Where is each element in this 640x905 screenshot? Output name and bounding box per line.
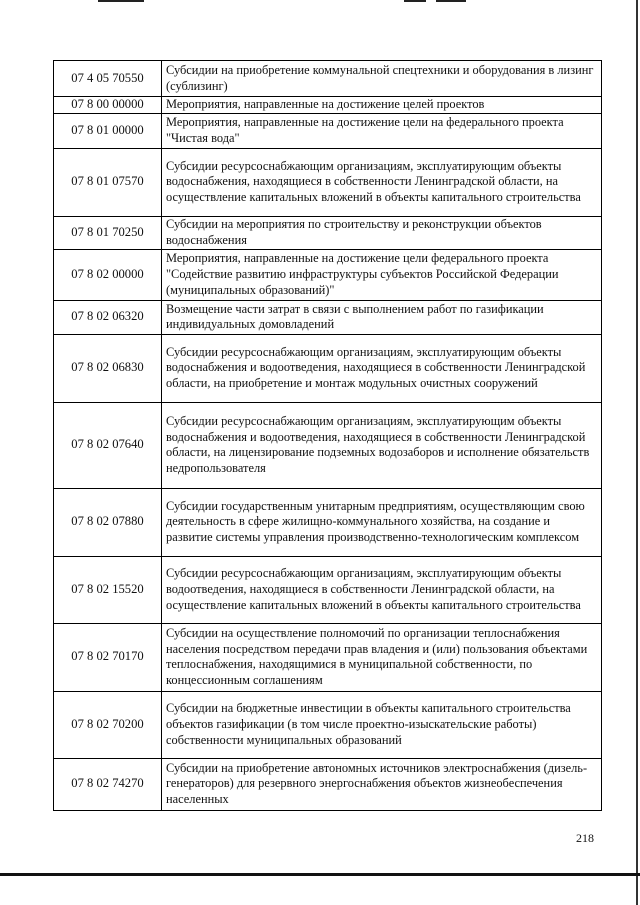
description-cell: Субсидии государственным унитарным предприятиям, осуществляющим свою деятельность в сфере жилищно-коммунального хозяйства, на создание и развитие системы управления производственно-технологическим комплексом <box>162 488 602 556</box>
table-row <box>54 623 602 691</box>
description-cell: Мероприятия, направленные на достижение цели федерального проекта "Содействие развитию инфраструктуры субъектов Российской Федерации (муниципальных образований)" <box>162 249 602 300</box>
code-cell: 07 8 02 15520 <box>54 556 162 623</box>
budget-codes-table <box>53 60 602 811</box>
scan-top-edge <box>0 0 640 3</box>
code-cell: 07 8 02 00000 <box>54 249 162 300</box>
table-row <box>54 691 602 758</box>
code-cell: 07 8 02 70170 <box>54 623 162 691</box>
table-row <box>54 216 602 249</box>
code-cell: 07 8 02 74270 <box>54 758 162 810</box>
description-cell: Субсидии ресурсоснабжающим организациям, эксплуатирующим объекты водоснабжения и водоотведения, находящиеся в собственности Ленинградской области, на лицензирование подземных водозаборов и исполнение обязательств недропользователя <box>162 402 602 488</box>
description-cell: Мероприятия, направленные на достижение целей проектов <box>162 97 602 114</box>
table-row <box>54 758 602 810</box>
code-cell: 07 8 00 00000 <box>54 97 162 114</box>
table-row <box>54 113 602 148</box>
code-cell: 07 8 02 06830 <box>54 334 162 402</box>
description-cell: Субсидии ресурсоснабжающим организациям, эксплуатирующим объекты водоснабжения, находящиеся в собственности Ленинградской области, на осуществление капитальных вложений в объекты капитального строительства <box>162 148 602 216</box>
table-row <box>54 334 602 402</box>
description-cell: Субсидии на приобретение коммунальной спецтехники и оборудования в лизинг (сублизинг) <box>162 61 602 97</box>
code-cell: 07 8 01 70250 <box>54 216 162 249</box>
code-cell: 07 8 02 07880 <box>54 488 162 556</box>
description-cell: Субсидии ресурсоснабжающим организациям, эксплуатирующим объекты водоотведения, находящиеся в собственности Ленинградской области, на осуществление капитальных вложений в объекты капитального строительства <box>162 556 602 623</box>
scan-mark <box>98 0 144 2</box>
table-row <box>54 300 602 334</box>
scan-mark <box>404 0 426 2</box>
description-cell: Субсидии на осуществление полномочий по организации теплоснабжения населения посредством передачи прав владения и (или) пользования объектами теплоснабжения, находящимися в муниципальной собственности, по концессионным соглашениям <box>162 623 602 691</box>
table-row <box>54 402 602 488</box>
description-cell: Субсидии ресурсоснабжающим организациям, эксплуатирующим объекты водоснабжения и водоотведения, находящиеся в собственности Ленинградской области, на приобретение и монтаж модульных очистных сооружений <box>162 334 602 402</box>
page-number: 218 <box>576 831 594 845</box>
scan-bottom-edge <box>0 873 640 876</box>
table-row <box>54 148 602 216</box>
code-cell: 07 4 05 70550 <box>54 61 162 97</box>
description-cell: Возмещение части затрат в связи с выполнением работ по газификации индивидуальных домовладений <box>162 300 602 334</box>
table-row <box>54 249 602 300</box>
code-cell: 07 8 01 00000 <box>54 113 162 148</box>
table-row <box>54 488 602 556</box>
code-cell: 07 8 02 07640 <box>54 402 162 488</box>
scan-mark <box>436 0 466 2</box>
scan-right-edge <box>636 0 638 905</box>
description-cell: Субсидии на мероприятия по строительству и реконструкции объектов водоснабжения <box>162 216 602 249</box>
description-cell: Мероприятия, направленные на достижение цели на федерального проекта "Чистая вода" <box>162 113 602 148</box>
table-row <box>54 61 602 97</box>
description-cell: Субсидии на приобретение автономных источников электроснабжения (дизель-генераторов) для резервного энергоснабжения объектов жизнеобеспечения населенных <box>162 758 602 810</box>
code-cell: 07 8 01 07570 <box>54 148 162 216</box>
table-row <box>54 556 602 623</box>
description-cell: Субсидии на бюджетные инвестиции в объекты капитального строительства объектов газификации (в том числе проектно-изыскательские работы) собственности муниципальных образований <box>162 691 602 758</box>
code-cell: 07 8 02 70200 <box>54 691 162 758</box>
table-row <box>54 97 602 114</box>
code-cell: 07 8 02 06320 <box>54 300 162 334</box>
